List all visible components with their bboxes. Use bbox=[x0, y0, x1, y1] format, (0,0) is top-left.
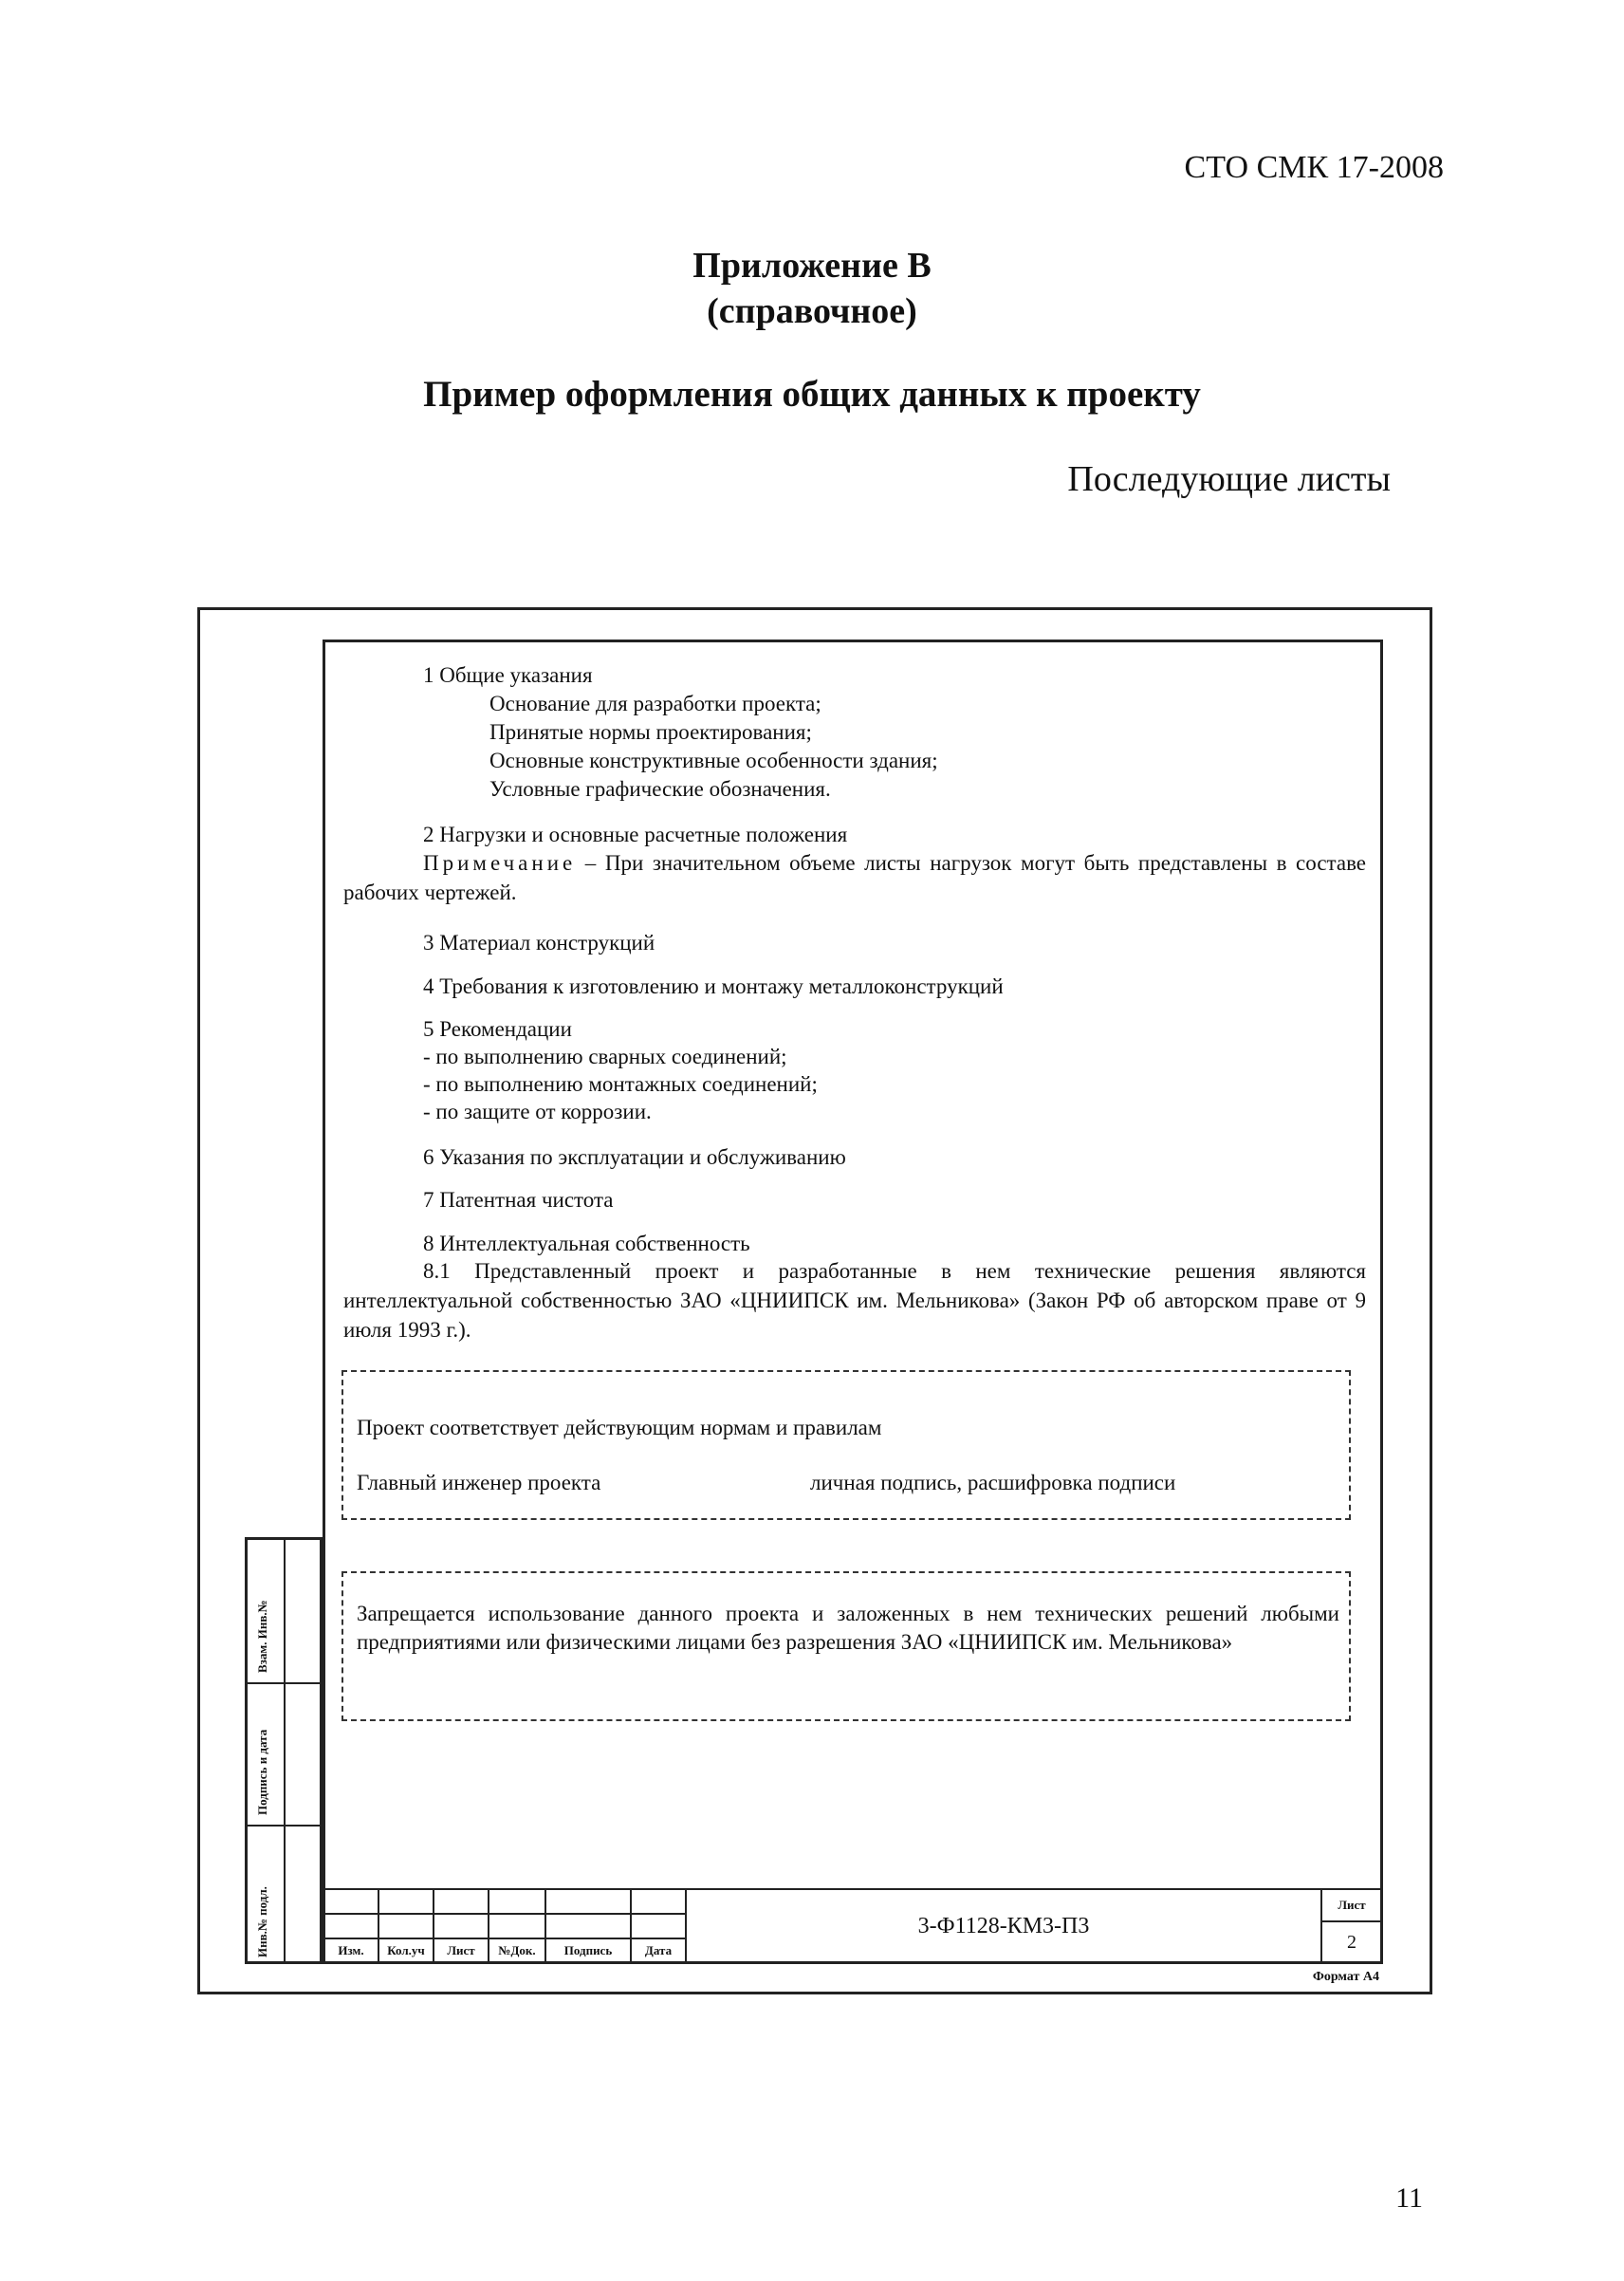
stamp-cell bbox=[433, 1913, 489, 1939]
sidebar-label-replace: Взам. Инв.№ bbox=[255, 1600, 269, 1673]
section-8-heading: 8 Интеллектуальная собственность bbox=[423, 1232, 750, 1255]
section-3-heading: 3 Материал конструкций bbox=[423, 931, 655, 955]
stamp-cell bbox=[323, 1913, 379, 1939]
document-designation: 3-Ф1128-КМ3-П3 bbox=[685, 1888, 1322, 1964]
section-6-heading: 6 Указания по эксплуатации и обслуживанию bbox=[423, 1145, 846, 1169]
sidebar-label-inventory: Инв.№ подл. bbox=[255, 1886, 269, 1957]
stamp-col-header: Дата bbox=[630, 1938, 687, 1964]
stamp-cell bbox=[544, 1913, 632, 1939]
section-2-heading: 2 Нагрузки и основные расчетные положения bbox=[423, 823, 848, 846]
list-item: - по выполнению сварных соединений; bbox=[423, 1045, 787, 1068]
page-title: Пример оформления общих данных к проекту bbox=[423, 374, 1201, 415]
list-item: - по выполнению монтажных соединений; bbox=[423, 1072, 818, 1096]
note-text: – При значительном объеме листы нагрузок могут быть представлены в составе рабочих чертежей. bbox=[343, 851, 1366, 904]
title-block bbox=[323, 1888, 1383, 1964]
stamp-col-header: Изм. bbox=[323, 1938, 379, 1964]
stamp-col-header: Лист bbox=[433, 1938, 489, 1964]
chief-engineer-label: Главный инженер проекта bbox=[357, 1471, 601, 1494]
stamp-cell bbox=[488, 1888, 546, 1915]
appendix-title: Приложение В bbox=[692, 246, 932, 286]
page-number: 11 bbox=[1395, 2182, 1423, 2214]
sidebar-stamp bbox=[245, 1537, 323, 1964]
stamp-cell bbox=[433, 1888, 489, 1915]
stamp-cell bbox=[630, 1913, 687, 1939]
appendix-type: (справочное) bbox=[707, 291, 917, 331]
stamp-cell bbox=[378, 1888, 434, 1915]
note-paragraph bbox=[343, 848, 1366, 907]
prohibition-text: Запрещается использование данного проекта и заложенных в нем технических решений любыми предприятиями или физическими лицами без разрешения ЗАО «ЦНИИПСК им. Мельникова» bbox=[357, 1602, 1339, 1654]
section-1-heading: 1 Общие указания bbox=[423, 663, 593, 687]
sidebar-label-signature: Подпись и дата bbox=[255, 1729, 269, 1815]
note-label: Примечание bbox=[423, 851, 577, 875]
list-item: Основные конструктивные особенности здания; bbox=[489, 749, 938, 772]
sidebar-divider bbox=[284, 1540, 286, 1961]
section-5-heading: 5 Рекомендации bbox=[423, 1017, 572, 1041]
section-4-heading: 4 Требования к изготовлению и монтажу металлоконструкций bbox=[423, 974, 1004, 998]
sheet-number: 2 bbox=[1320, 1920, 1383, 1964]
signature-placeholder: личная подпись, расшифровка подписи bbox=[810, 1471, 1176, 1494]
compliance-statement: Проект соответствует действующим нормам и правилам bbox=[357, 1416, 882, 1439]
stamp-cell bbox=[544, 1888, 632, 1915]
prohibition-box bbox=[341, 1571, 1351, 1721]
sheets-label: Последующие листы bbox=[1067, 459, 1391, 499]
section-7-heading: 7 Патентная чистота bbox=[423, 1188, 614, 1212]
document-code: СТО СМК 17-2008 bbox=[1184, 150, 1444, 185]
list-item: Условные графические обозначения. bbox=[489, 777, 831, 801]
list-item: - по защите от коррозии. bbox=[423, 1100, 652, 1123]
section-8-1-paragraph: 8.1 Представленный проект и разработанные в нем технические решения являются интеллектуальной собственностью ЗАО «ЦНИИПСК им. Мельникова» (Закон РФ об авторском праве от 9 июля 1993 г.). bbox=[343, 1259, 1366, 1342]
list-item: Основание для разработки проекта; bbox=[489, 692, 821, 715]
stamp-cell bbox=[323, 1888, 379, 1915]
sheet-label: Лист bbox=[1320, 1888, 1383, 1922]
compliance-box bbox=[341, 1370, 1351, 1520]
stamp-col-header: №Док. bbox=[488, 1938, 546, 1964]
stamp-col-header: Кол.уч bbox=[378, 1938, 434, 1964]
format-label: Формат А4 bbox=[1312, 1970, 1379, 1984]
stamp-col-header: Подпись bbox=[544, 1938, 632, 1964]
stamp-cell bbox=[378, 1913, 434, 1939]
stamp-cell bbox=[488, 1913, 546, 1939]
stamp-cell bbox=[630, 1888, 687, 1915]
list-item: Принятые нормы проектирования; bbox=[489, 720, 812, 744]
